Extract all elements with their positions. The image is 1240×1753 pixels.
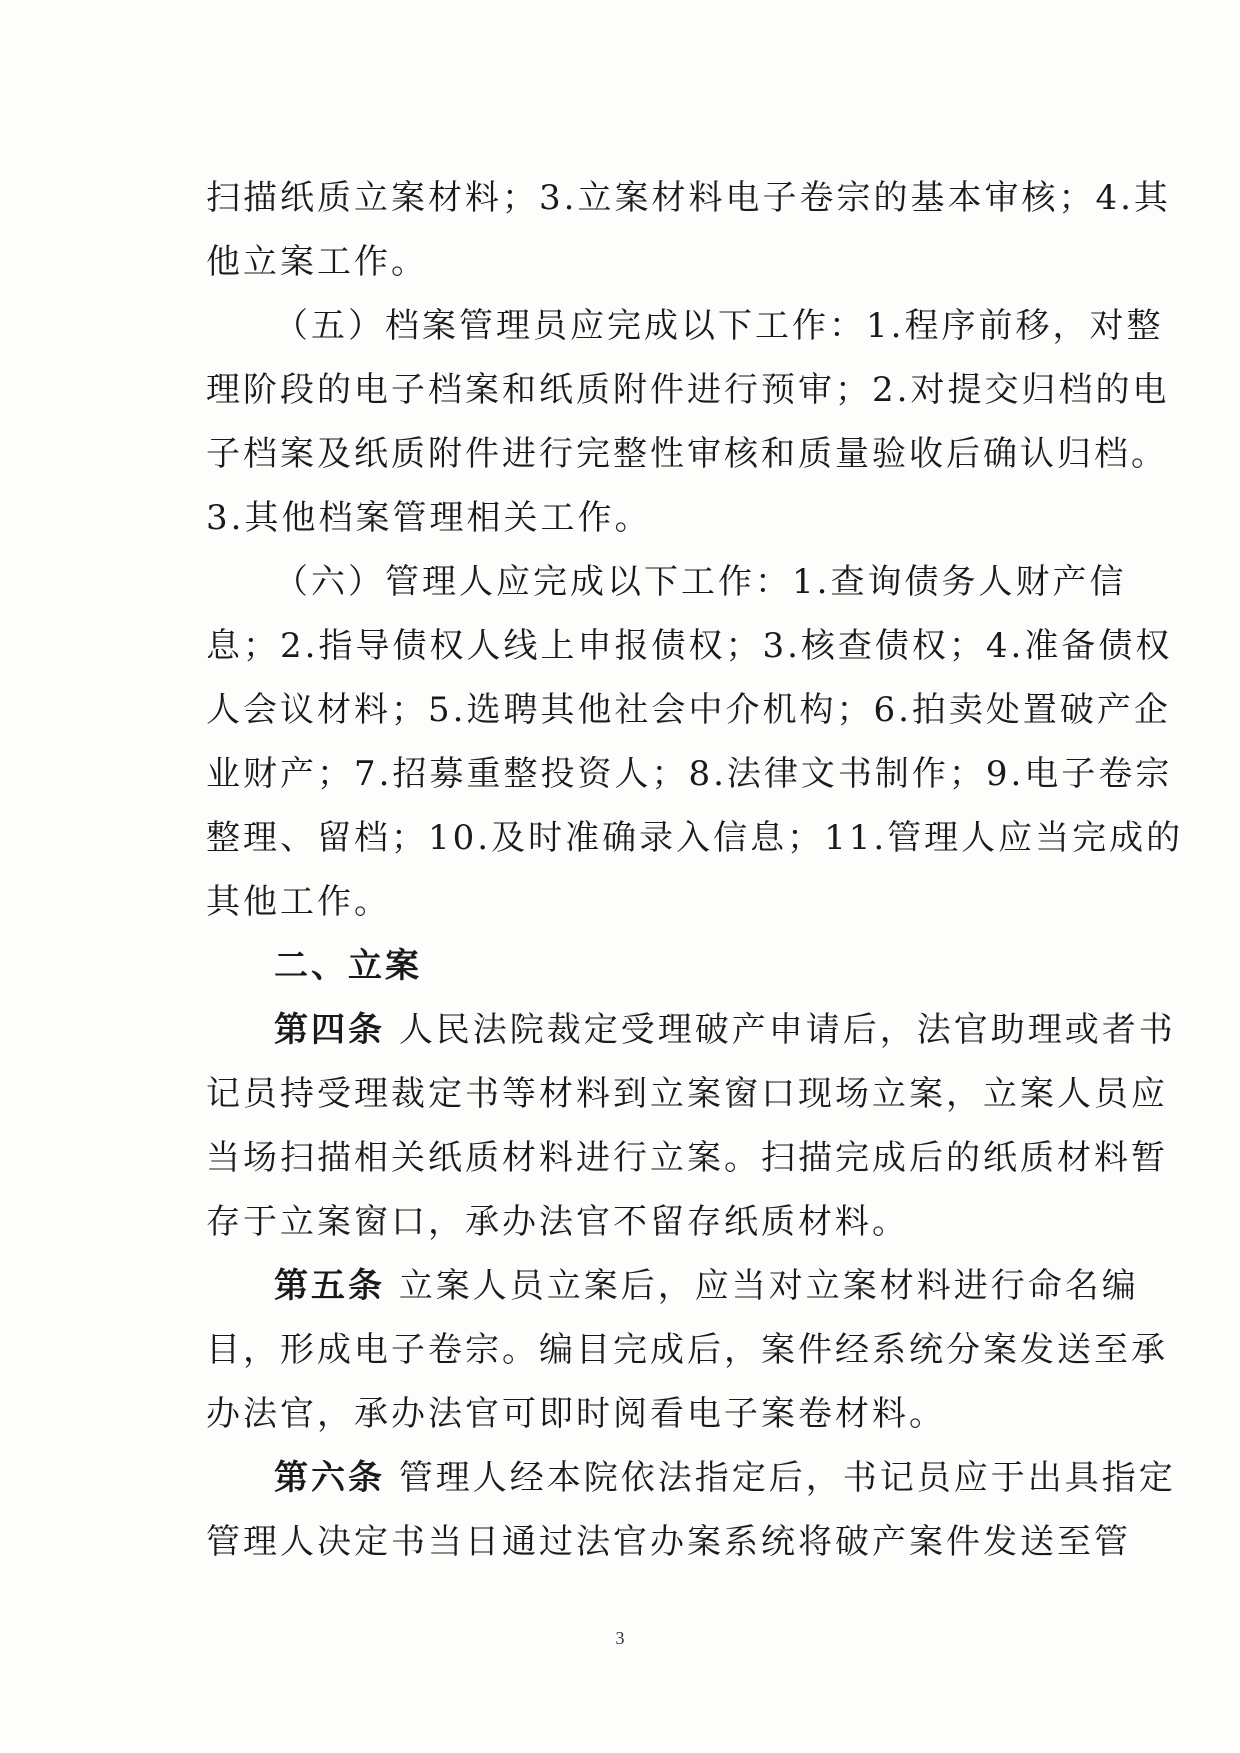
article-label: 第四条 — [274, 1010, 385, 1050]
text-line: 他立案工作。 — [206, 242, 428, 282]
article-line — [206, 998, 1176, 1062]
article-line: 存于立案窗口，承办法官不留存纸质材料。 — [206, 1202, 909, 1242]
text-line: 子档案及纸质附件进行完整性审核和质量验收后确认归档。 — [206, 434, 1168, 474]
article-line: 办法官，承办法官可即时阅看电子案卷材料。 — [206, 1394, 946, 1434]
article-line: 目，形成电子卷宗。编目完成后，案件经系统分案发送至承 — [206, 1330, 1168, 1370]
text-line: 扫描纸质立案材料；3.立案材料电子卷宗的基本审核；4.其 — [206, 178, 1171, 218]
text-line: （五）档案管理员应完成以下工作：1.程序前移，对整 — [274, 306, 1164, 346]
text-line: 业财产；7.招募重整投资人；8.法律文书制作；9.电子卷宗 — [206, 754, 1173, 794]
article-text: 人民法院裁定受理破产申请后，法官助理或者书 — [398, 1010, 1176, 1050]
article-line: 当场扫描相关纸质材料进行立案。扫描完成后的纸质材料暂 — [206, 1138, 1168, 1178]
article-label: 第六条 — [274, 1458, 385, 1498]
article-line: 管理人决定书当日通过法官办案系统将破产案件发送至管 — [206, 1522, 1131, 1562]
text-line: 人会议材料；5.选聘其他社会中介机构；6.拍卖处置破产企 — [206, 690, 1171, 730]
page-number: 3 — [615, 1628, 625, 1648]
article-text: 立案人员立案后，应当对立案材料进行命名编 — [398, 1266, 1139, 1306]
text-line: 3.其他档案管理相关工作。 — [206, 498, 652, 538]
article-label: 第五条 — [274, 1266, 385, 1306]
article-line — [206, 1446, 1176, 1510]
article-text: 管理人经本院依法指定后，书记员应于出具指定 — [398, 1458, 1176, 1498]
text-line: 其他工作。 — [206, 882, 391, 922]
body-text — [206, 166, 1184, 1574]
text-line: 息；2.指导债权人线上申报债权；3.核查债权；4.准备债权 — [206, 626, 1173, 666]
text-line: （六）管理人应完成以下工作：1.查询债务人财产信 — [274, 562, 1127, 602]
section-heading: 二、立案 — [274, 946, 422, 986]
article-line: 记员持受理裁定书等材料到立案窗口现场立案，立案人员应 — [206, 1074, 1168, 1114]
text-line: 理阶段的电子档案和纸质附件进行预审；2.对提交归档的电 — [206, 370, 1170, 410]
article-line — [206, 1254, 1139, 1318]
text-line: 整理、留档；10.及时准确录入信息；11.管理人应当完成的 — [206, 818, 1184, 858]
